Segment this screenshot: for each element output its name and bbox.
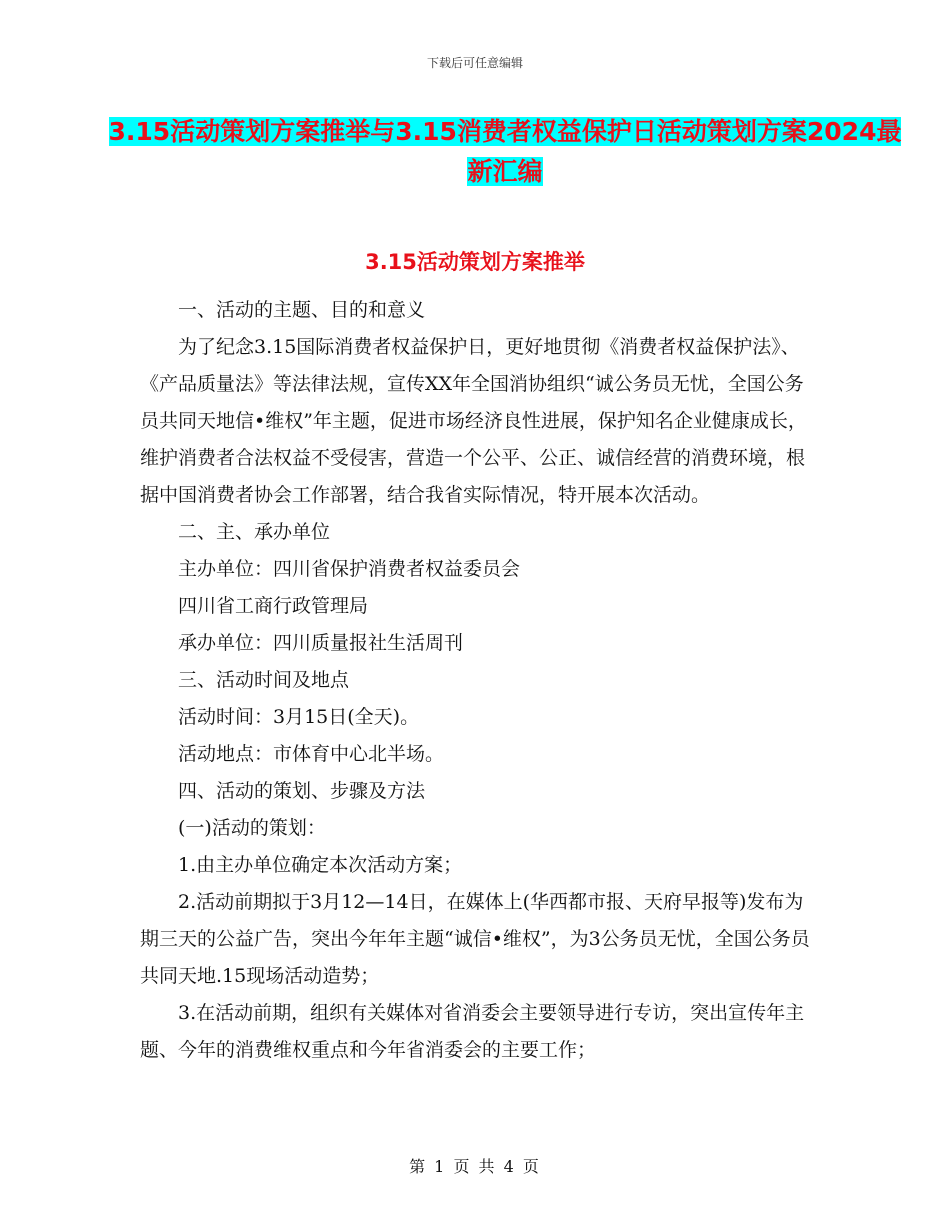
- organizer-host: 主办单位：四川省保护消费者权益委员会: [178, 558, 521, 580]
- document-title: [100, 112, 910, 192]
- list-item-3: 3.在活动前期，组织有关媒体对省消委会主要领导进行专访，突出宣传年主题、今年的消费维权重点和今年省消委会的主要工作；: [140, 1002, 805, 1061]
- activity-time: 活动时间：3月15日(全天)。: [178, 706, 420, 728]
- page-footer: 第 1 页 共 4 页: [409, 1157, 541, 1176]
- heading-organizers: 二、主、承办单位: [178, 521, 331, 543]
- activity-place: 活动地点：市体育中心北半场。: [178, 743, 445, 765]
- subheading-planning: (一)活动的策划：: [178, 817, 326, 839]
- organizer-undertaker: 承办单位：四川质量报社生活周刊: [178, 632, 464, 654]
- paragraph-purpose: 为了纪念3.15国际消费者权益保护日，更好地贯彻《消费者权益保护法》、《产品质量法》等法律法规，宣传XX年全国消协组织“诚公务员无忧，全国公务员共同天地信•维权”年主题，促进市场经济良性进展，保护知名企业健康成长，维护消费者合法权益不受侵害，营造一个公平、公正、诚信经营的消费环境，根据中国消费者协会工作部署，结合我省实际情况，特开展本次活动。: [140, 336, 807, 506]
- list-item-2: 2.活动前期拟于3月12—14日，在媒体上(华西都市报、天府早报等)发布为期三天的公益广告，突出今年年主题“诚信•维权”，为3公务员无忧，全国公务员共同天地.15现场活动造势；: [140, 891, 810, 987]
- section-heading: 3.15活动策划方案推举: [365, 250, 585, 274]
- heading-time-place: 三、活动时间及地点: [178, 669, 350, 691]
- list-item-1: 1.由主办单位确定本次活动方案；: [178, 854, 463, 876]
- heading-planning: 四、活动的策划、步骤及方法: [178, 780, 426, 802]
- document-title-text: 3.15活动策划方案推举与3.15消费者权益保护日活动策划方案2024最新汇编: [108, 117, 902, 186]
- heading-theme: 一、活动的主题、目的和意义: [178, 299, 426, 321]
- header-note: 下载后可任意编辑: [426, 56, 523, 70]
- document-body: [140, 292, 810, 1069]
- organizer-host-2: 四川省工商行政管理局: [178, 595, 369, 617]
